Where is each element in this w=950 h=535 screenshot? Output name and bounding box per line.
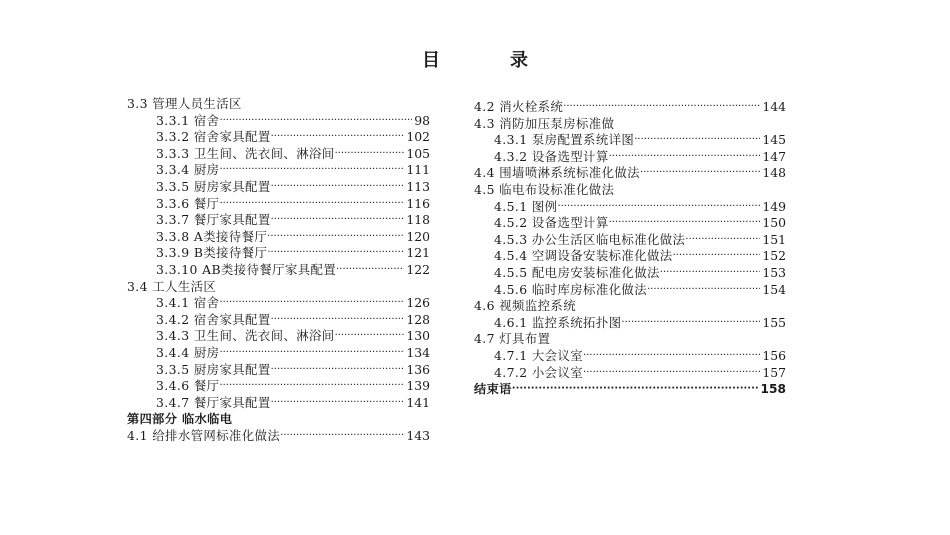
page-title: 目 录 [422, 50, 554, 71]
toc-entry-label: 3.4.7 餐厅家具配置 [156, 394, 271, 410]
toc-entry-label: 4.7.2 小会议室 [494, 364, 584, 380]
toc-entry-page-number: 156 [762, 347, 786, 363]
toc-entry-label: 结束语 [474, 382, 512, 397]
toc-entry-page-number: 152 [762, 248, 786, 264]
toc-entry-page-number: 150 [762, 215, 786, 231]
toc-entry-label: 3.3.10 AB类接待餐厅家具配置 [156, 261, 337, 277]
toc-entry-label: 4.4 围墙喷淋系统标准化做法 [474, 165, 640, 181]
toc-entry-page-number: 148 [762, 165, 786, 181]
toc-entry-page-number: 151 [762, 231, 786, 247]
toc-entry-label: 3.3.7 餐厅家具配置 [156, 212, 271, 228]
toc-entry-page-number: 143 [406, 427, 430, 443]
toc-entry-label: 3.3.6 餐厅 [156, 195, 220, 211]
toc-entry-label: 3.4.6 餐厅 [156, 378, 220, 394]
toc-entry-page-number: 158 [760, 382, 786, 397]
toc-entry[interactable] [474, 381, 786, 398]
toc-entry-label: 4.2 消火栓系统 [474, 99, 564, 114]
toc-entry-page-number: 147 [762, 148, 786, 164]
toc-entry-label: 3.3.9 B类接待餐厅 [156, 245, 268, 261]
toc-entry-label: 4.3.1 泵房配置系统详图 [494, 132, 635, 148]
toc-entry-label: 4.6 视频监控系统 [474, 298, 576, 314]
toc-entry[interactable] [127, 262, 430, 279]
toc-entry-page-number: 157 [762, 364, 786, 380]
toc-entry-label: 3.4.1 宿舍 [156, 295, 220, 311]
toc-entry-label: 4.5.6 临时库房标准化做法 [494, 281, 647, 297]
dot-leader [563, 97, 760, 116]
toc-entry[interactable] [474, 165, 786, 182]
toc-entry-page-number: 149 [762, 198, 786, 214]
toc-entry-label: 4.7 灯具布置 [474, 331, 551, 347]
toc-entry-page-number: 126 [406, 295, 430, 311]
toc-entry-page-number: 139 [406, 378, 430, 394]
toc-entry-page-number: 122 [406, 261, 430, 277]
toc-entry-page-number: 145 [762, 132, 786, 148]
toc-entry-label: 3.3.2 宿舍家具配置 [156, 129, 271, 145]
toc-entry-page-number: 141 [406, 394, 430, 410]
toc-entry-label: 4.5 临电布设标准化做法 [474, 181, 615, 197]
toc-entry-label: 3.3.3 卫生间、洗衣间、淋浴间 [156, 145, 335, 161]
toc-entry-page-number: 118 [406, 212, 430, 228]
toc-entry-label: 4.7.1 大会议室 [494, 347, 584, 363]
toc-entry-label: 3.3.4 厨房 [156, 162, 220, 178]
toc-entry-label: 3.3.1 宿舍 [156, 112, 220, 128]
toc-entry-label: 3.3.5 厨房家具配置 [156, 361, 271, 377]
toc-entry-label: 4.5.1 图例 [494, 198, 558, 214]
toc-entry-page-number: 116 [406, 195, 430, 211]
toc-entry-label: 4.5.4 空调设备安装标准化做法 [494, 248, 673, 264]
toc-entry-page-number: 155 [762, 314, 786, 330]
toc-entry-label: 第四部分 临水临电 [127, 412, 233, 427]
toc-entry-label: 4.6.1 监控系统拓扑图 [494, 314, 622, 330]
toc-entry-page-number: 134 [406, 344, 430, 360]
toc-entry-page-number: 136 [406, 361, 430, 377]
toc-entry-label: 3.4.2 宿舍家具配置 [156, 311, 271, 327]
dot-leader [280, 426, 404, 445]
dot-leader [336, 260, 404, 279]
toc-entry[interactable] [127, 428, 430, 445]
toc-entry-label: 3.4.3 卫生间、洗衣间、淋浴间 [156, 328, 335, 344]
toc-entry-label: 3.3 管理人员生活区 [127, 96, 242, 111]
toc-entry-page-number: 144 [762, 99, 786, 114]
toc-entry-label: 4.3 消防加压泵房标准做 [474, 115, 615, 131]
toc-entry-label: 4.1 给排水管网标准化做法 [127, 427, 281, 443]
toc-entry-page-number: 102 [406, 129, 430, 145]
toc-entry[interactable] [474, 282, 786, 299]
toc-entry[interactable] [127, 395, 430, 412]
dot-leader [640, 163, 760, 182]
toc-entry[interactable] [474, 315, 786, 332]
toc-entry-page-number: 130 [406, 328, 430, 344]
dot-leader [271, 393, 405, 412]
toc-entry-label: 3.4.4 厨房 [156, 344, 220, 360]
toc-entry-page-number: 98 [414, 112, 430, 128]
toc-entry-label: 4.5.5 配电房安装标准化做法 [494, 264, 660, 280]
toc-entry-label: 4.5.2 设备选型计算 [494, 215, 609, 231]
toc-left-column [127, 96, 430, 444]
toc-entry-label: 3.3.8 A类接待餐厅 [156, 228, 268, 244]
toc-entry-page-number: 113 [406, 178, 430, 194]
toc-entry-label: 4.3.2 设备选型计算 [494, 148, 609, 164]
toc-entry-page-number: 154 [762, 281, 786, 297]
toc-entry-label: 3.3.5 厨房家具配置 [156, 178, 271, 194]
dot-leader [647, 280, 760, 299]
dot-leader [621, 313, 760, 332]
toc-entry-page-number: 120 [406, 228, 430, 244]
toc-entry-page-number: 128 [406, 311, 430, 327]
toc-entry-label: 3.4 工人生活区 [127, 278, 217, 294]
toc-entry-page-number: 153 [762, 264, 786, 280]
dot-leader [512, 379, 759, 398]
toc-entry[interactable] [474, 99, 786, 116]
toc-entry-page-number: 121 [406, 245, 430, 261]
toc-entry-page-number: 105 [406, 145, 430, 161]
toc-right-column [474, 99, 786, 398]
toc-entry-label: 4.5.3 办公生活区临电标准化做法 [494, 231, 686, 247]
toc-entry-page-number: 111 [406, 162, 430, 178]
